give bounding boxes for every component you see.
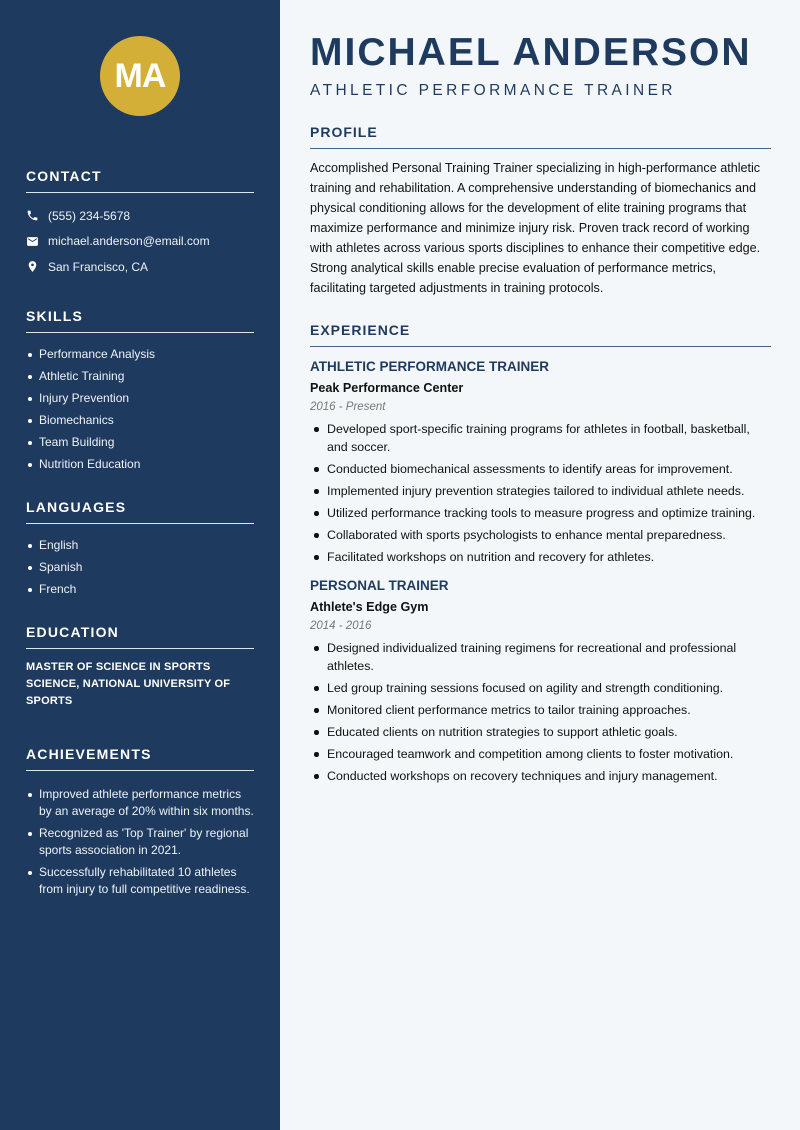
- job-bullet: Encouraged teamwork and competition among clients to foster motivation.: [310, 745, 771, 763]
- sidebar: [0, 0, 280, 1130]
- contact-phone: [26, 203, 254, 229]
- job-bullet: Educated clients on nutrition strategies to support athletic goals.: [310, 723, 771, 741]
- language-item: French: [26, 578, 254, 600]
- achievements-heading: ACHIEVEMENTS: [26, 746, 254, 771]
- job-bullet: Led group training sessions focused on agility and strength conditioning.: [310, 679, 771, 697]
- job-company: Peak Performance Center: [310, 381, 464, 395]
- job-bullet: Monitored client performance metrics to tailor training approaches.: [310, 701, 771, 719]
- job-bullet: Developed sport-specific training programs for athletes in football, basketball, and soccer.: [310, 420, 771, 456]
- job-entry: [310, 578, 771, 785]
- email-icon: [26, 235, 39, 248]
- phone-text: (555) 234-5678: [48, 208, 131, 223]
- education-section: [26, 624, 254, 710]
- achievement-item: Successfully rehabilitated 10 athletes from injury to full competitive readiness.: [26, 864, 254, 898]
- skill-item: Performance Analysis: [26, 343, 254, 365]
- profile-section: [310, 124, 771, 298]
- education-entry: MASTER OF SCIENCE IN SPORTS SCIENCE, NATIONAL UNIVERSITY OF SPORTS: [26, 660, 231, 707]
- job-dates: 2016 - Present: [310, 401, 386, 413]
- language-item: Spanish: [26, 556, 254, 578]
- job-entry: [310, 359, 771, 566]
- job-bullet: Collaborated with sports psychologists to enhance mental preparedness.: [310, 526, 771, 544]
- email-text: michael.anderson@email.com: [48, 234, 210, 249]
- job-company: Athlete's Edge Gym: [310, 600, 429, 614]
- job-bullet: Designed individualized training regimens for recreational and professional athletes.: [310, 639, 771, 675]
- contact-heading: CONTACT: [26, 168, 254, 193]
- candidate-title: ATHLETIC PERFORMANCE TRAINER: [310, 82, 676, 99]
- contact-location: [26, 254, 254, 280]
- contact-section: [26, 168, 254, 280]
- skills-section: [26, 308, 254, 475]
- skill-item: Nutrition Education: [26, 453, 254, 475]
- job-title: ATHLETIC PERFORMANCE TRAINER: [310, 359, 549, 374]
- skill-item: Team Building: [26, 431, 254, 453]
- job-bullet: Utilized performance tracking tools to measure progress and optimize training.: [310, 504, 771, 522]
- contact-email: [26, 229, 254, 255]
- main-content: [310, 30, 771, 789]
- skill-item: Injury Prevention: [26, 387, 254, 409]
- achievement-item: Recognized as 'Top Trainer' by regional sports association in 2021.: [26, 825, 254, 859]
- skills-heading: SKILLS: [26, 308, 254, 333]
- job-bullet: Facilitated workshops on nutrition and recovery for athletes.: [310, 548, 771, 566]
- achievement-item: Improved athlete performance metrics by an average of 20% within six months.: [26, 786, 254, 820]
- location-text: San Francisco, CA: [48, 259, 149, 274]
- profile-heading: PROFILE: [310, 124, 771, 149]
- job-bullet: Conducted workshops on recovery techniques and injury management.: [310, 767, 771, 785]
- education-heading: EDUCATION: [26, 624, 254, 649]
- language-item: English: [26, 534, 254, 556]
- candidate-name: MICHAEL ANDERSON: [310, 31, 752, 74]
- skill-item: Biomechanics: [26, 409, 254, 431]
- languages-section: [26, 499, 254, 600]
- achievements-section: [26, 746, 254, 898]
- location-pin-icon: [26, 260, 39, 273]
- profile-text: Accomplished Personal Training Trainer specializing in high-performance athletic training and rehabilitation. A comprehensive understanding of biomechanics and physical conditioning allows for the development of elite training programs that maximize performance and minimize injury risk. Proven track record of working with athletes across various sports disciplines to enhance their competitive edge. Strong analytical skills enable precise evaluation of performance metrics, facilitating targeted adjustments in training protocols.: [310, 161, 761, 295]
- job-bullet: Implemented injury prevention strategies tailored to individual athlete needs.: [310, 482, 771, 500]
- languages-heading: LANGUAGES: [26, 499, 254, 524]
- avatar: MA: [100, 36, 180, 116]
- job-dates: 2014 - 2016: [310, 620, 372, 632]
- phone-icon: [26, 209, 39, 222]
- experience-section: [310, 322, 771, 785]
- job-bullet: Conducted biomechanical assessments to identify areas for improvement.: [310, 460, 771, 478]
- experience-heading: EXPERIENCE: [310, 322, 771, 347]
- skill-item: Athletic Training: [26, 365, 254, 387]
- job-title: PERSONAL TRAINER: [310, 578, 449, 593]
